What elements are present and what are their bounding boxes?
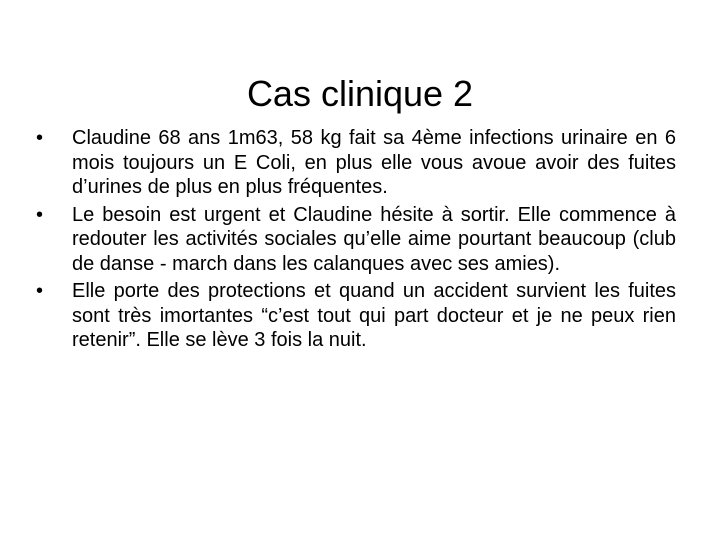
bullet-marker: • — [36, 203, 44, 226]
bullet-marker: • — [36, 280, 44, 302]
slide-title: Cas clinique 2 — [246, 73, 474, 115]
bullet-item — [36, 279, 676, 353]
bullet-text: Claudine 68 ans 1m63, 58 kg fait sa 4ème infections urinaire en 6 mois toujours un E Coli, en plus elle vous avoue avoir des fuites d’urines de plus en plus fréquentes. — [72, 127, 676, 198]
bullet-item — [36, 203, 676, 277]
bullet-item — [36, 126, 676, 200]
bullet-text: Elle porte des protections et quand un accident survient les fuites sont très imortantes “c’est tout qui part docteur et je ne peux rien retenir”. Elle se lève 3 fois la nuit. — [72, 280, 676, 351]
bullet-marker: • — [36, 127, 44, 149]
bullet-text: Le besoin est urgent et Claudine hésite à sortir. Elle commence à redouter les activités sociales qu’elle aime pourtant beaucoup (club de danse - march dans les calanques avec ses amies). — [72, 203, 676, 275]
bullet-list — [36, 126, 676, 356]
